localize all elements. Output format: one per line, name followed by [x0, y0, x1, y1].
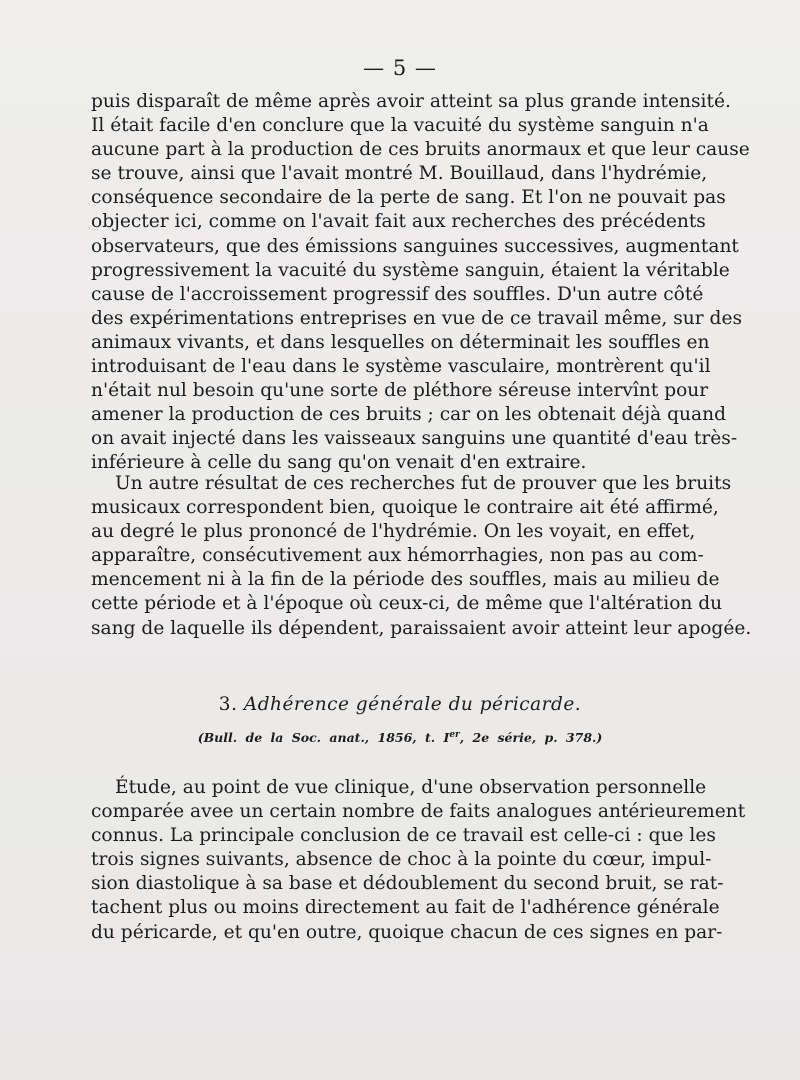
- text-line: apparaître, consécutivement aux hémorrhagies, non pas au com-: [91, 545, 704, 567]
- text-line: conséquence secondaire de la perte de sang. Et l'on ne pouvait pas: [91, 187, 726, 209]
- text-line: amener la production de ces bruits ; car on les obtenait déjà quand: [91, 404, 726, 426]
- text-line: aucune part à la production de ces bruits anormaux et que leur cause: [91, 139, 750, 161]
- section-title: Adhérence générale du péricarde.: [243, 694, 582, 715]
- text-line: mencement ni à la fin de la période des souffles, mais au milieu de: [91, 569, 720, 591]
- text-line: puis disparaît de même après avoir atteint sa plus grande intensité.: [91, 91, 731, 112]
- text-line: Un autre résultat de ces recherches fut de prouver que les bruits: [115, 473, 732, 494]
- text-line: animaux vivants, et dans lesquelles on déterminait les souffles en: [91, 331, 710, 353]
- citation-text: (Bull. de la Soc. anat., 1856, t. I: [197, 730, 450, 746]
- paragraph-1: [91, 90, 750, 476]
- text-line: on avait injecté dans les vaisseaux sanguins une quantité d'eau très-: [91, 428, 738, 450]
- text-line: musicaux correspondent bien, quoique le contraire ait été affirmé,: [91, 497, 719, 519]
- text-line: trois signes suivants, absence de choc à la pointe du cœur, impul-: [91, 849, 712, 871]
- text-line: se trouve, ainsi que l'avait montré M. Bouillaud, dans l'hydrémie,: [91, 163, 708, 185]
- text-line: tachent plus ou moins directement au fait de l'adhérence générale: [91, 897, 720, 919]
- text-line: connus. La principale conclusion de ce travail est celle-ci : que les: [91, 825, 716, 847]
- text-line: progressivement la vacuité du système sanguin, étaient la véritable: [91, 259, 730, 281]
- section-heading: [0, 694, 800, 715]
- paragraph-3: [91, 776, 746, 945]
- text-line: cette période et à l'époque où ceux-ci, de même que l'altération du: [91, 593, 723, 615]
- text-line: du péricarde, et qu'en outre, quoique chacun de ces signes en par-: [91, 921, 723, 943]
- text-line: inférieure à celle du sang qu'on venait d'en extraire.: [91, 452, 587, 474]
- citation: [0, 730, 800, 745]
- text-line: comparée avee un certain nombre de faits analogues antérieurement: [91, 801, 746, 823]
- text-line: cause de l'accroissement progressif des souffles. D'un autre côté: [91, 283, 704, 305]
- page-number: — 5 —: [363, 56, 437, 80]
- text-line: sang de laquelle ils dépendent, paraissaient avoir atteint leur apogée.: [91, 617, 752, 639]
- text-line: sion diastolique à sa base et dédoublement du second bruit, se rat-: [91, 873, 724, 895]
- text-line: introduisant de l'eau dans le système vasculaire, montrèrent qu'il: [91, 356, 711, 378]
- text-line: au degré le plus prononcé de l'hydrémie. On les voyait, en effet,: [91, 521, 696, 543]
- text-line: observateurs, que des émissions sanguines successives, augmentant: [91, 235, 739, 257]
- text-line: Il était facile d'en conclure que la vacuité du système sanguin n'a: [91, 115, 709, 137]
- citation-superscript: er: [449, 730, 460, 740]
- text-line: n'était nul besoin qu'une sorte de pléthore séreuse intervînt pour: [91, 380, 709, 402]
- text-line: Étude, au point de vue clinique, d'une observation personnelle: [115, 777, 707, 798]
- text-line: objecter ici, comme on l'avait fait aux recherches des précédents: [91, 211, 706, 233]
- paragraph-2: [91, 472, 752, 641]
- text-line: des expérimentations entreprises en vue de ce travail même, sur des: [91, 307, 742, 329]
- citation-text-end: , 2e série, p. 378.): [459, 730, 603, 746]
- section-number: 3.: [218, 694, 238, 715]
